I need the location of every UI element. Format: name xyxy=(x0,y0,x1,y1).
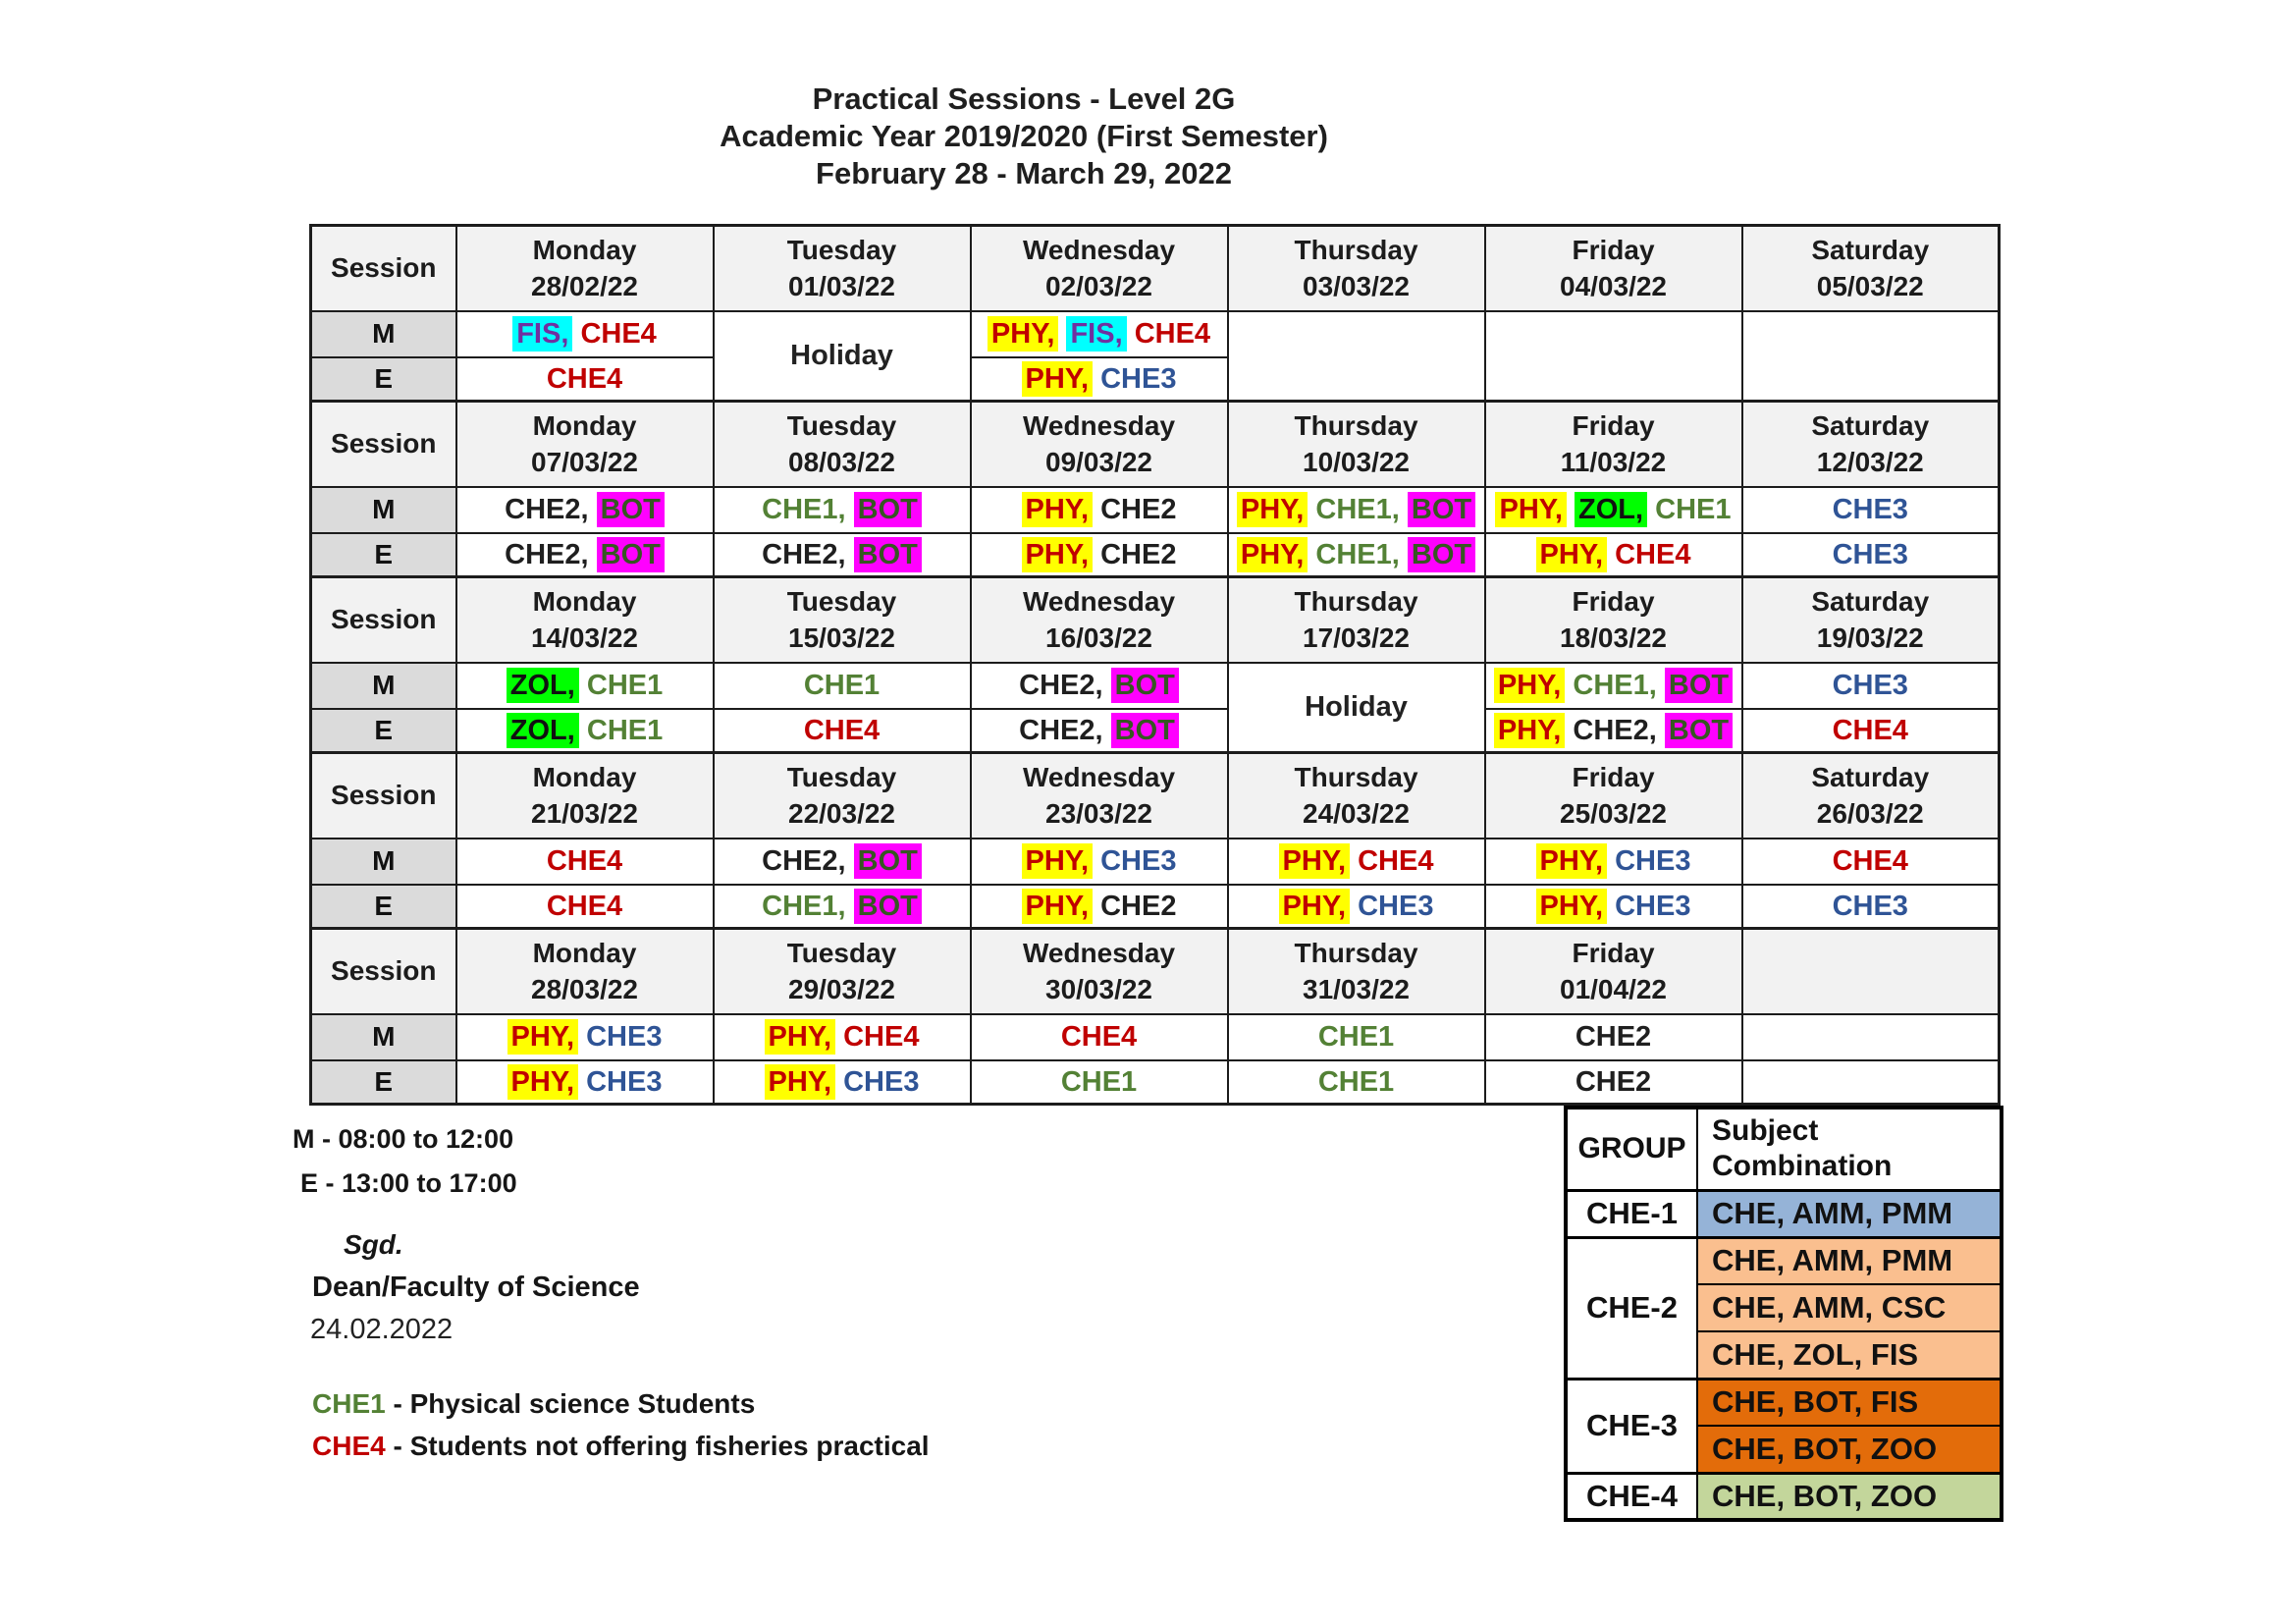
subject-token: Holiday xyxy=(1305,691,1408,724)
day-name: Wednesday xyxy=(1022,586,1176,618)
subject-token: PHY, xyxy=(1237,492,1308,527)
timetable-cell xyxy=(971,1060,1228,1105)
day-date: 16/03/22 xyxy=(1045,623,1152,654)
group-name: CHE-1 xyxy=(1566,1190,1697,1237)
day-header xyxy=(1485,929,1742,1014)
subject-token: CHE1, xyxy=(762,494,846,525)
timetable-cell xyxy=(456,311,714,357)
subject-token: CHE4 xyxy=(580,318,657,350)
day-name: Friday xyxy=(1572,410,1655,442)
timetable-cell xyxy=(1742,663,2000,709)
session-m-label: M xyxy=(311,1014,456,1060)
day-header xyxy=(971,226,1228,311)
evening-row xyxy=(311,709,2000,753)
subject-token: CHE3 xyxy=(1832,494,1908,525)
group-row xyxy=(1566,1190,2002,1237)
subject-token: PHY, xyxy=(1536,843,1607,879)
timetable-cell xyxy=(456,839,714,885)
subject-token: CHE2, xyxy=(1019,714,1103,746)
group-row xyxy=(1566,1473,2002,1520)
subject-token: CHE2 xyxy=(1100,890,1177,922)
subject-token: CHE4 xyxy=(1060,1021,1138,1053)
day-header xyxy=(714,577,971,663)
day-name: Friday xyxy=(1572,586,1655,618)
day-name: Tuesday xyxy=(786,410,897,442)
timetable-cell xyxy=(971,311,1228,357)
morning-row xyxy=(311,311,2000,357)
morning-row xyxy=(311,1014,2000,1060)
day-header xyxy=(971,577,1228,663)
session-m-label: M xyxy=(311,839,456,885)
day-name: Monday xyxy=(532,586,637,618)
day-header xyxy=(1485,402,1742,487)
timetable-cell xyxy=(1742,1014,2000,1060)
day-header xyxy=(1228,753,1485,839)
timetable-cell xyxy=(971,663,1228,709)
subject-token: PHY, xyxy=(988,316,1058,352)
day-name: Wednesday xyxy=(1022,410,1176,442)
timetable-cell xyxy=(714,487,971,533)
subject-token: CHE1 xyxy=(586,714,664,746)
day-header xyxy=(456,402,714,487)
subject-token: PHY, xyxy=(1495,492,1566,527)
subject-combination: CHE, BOT, ZOO xyxy=(1697,1473,2002,1520)
timetable-cell xyxy=(971,839,1228,885)
day-date: 12/03/22 xyxy=(1816,447,1924,478)
combination-header: Subject Combination xyxy=(1697,1108,2002,1190)
timetable-cell xyxy=(714,663,971,709)
timetable-cell xyxy=(971,709,1228,753)
subject-token: BOT xyxy=(1408,492,1475,527)
subject-token: CHE4 xyxy=(1832,845,1908,877)
timetable-cell xyxy=(971,885,1228,929)
timetable-cell xyxy=(1485,709,1742,753)
subject-token: BOT xyxy=(854,492,922,527)
day-date: 10/03/22 xyxy=(1303,447,1410,478)
evening-time-note: E - 13:00 to 17:00 xyxy=(300,1168,517,1198)
day-header xyxy=(1485,226,1742,311)
subject-combination: CHE, ZOL, FIS xyxy=(1697,1331,2002,1379)
subject-token: BOT xyxy=(1665,713,1733,748)
session-e-label: E xyxy=(311,885,456,929)
timetable-cell xyxy=(456,1060,714,1105)
subject-token: CHE3 xyxy=(1832,538,1908,570)
timetable-cell xyxy=(1485,839,1742,885)
day-name: Friday xyxy=(1572,235,1655,266)
day-date: 14/03/22 xyxy=(531,623,638,654)
evening-row xyxy=(311,533,2000,577)
timetable-cell xyxy=(714,709,971,753)
timetable-cell xyxy=(971,357,1228,402)
day-header xyxy=(1742,577,2000,663)
subject-combination: CHE, BOT, ZOO xyxy=(1697,1426,2002,1473)
subject-token: CHE2, xyxy=(1573,714,1657,746)
timetable-cell xyxy=(456,885,714,929)
session-e-label: E xyxy=(311,357,456,402)
group-name: CHE-3 xyxy=(1566,1379,1697,1473)
subject-token: CHE3 xyxy=(586,1021,663,1053)
subject-token: BOT xyxy=(597,492,665,527)
subject-token: FIS, xyxy=(512,316,572,352)
session-header: Session xyxy=(311,929,456,1014)
subject-token: CHE3 xyxy=(1615,890,1691,922)
day-date: 04/03/22 xyxy=(1560,271,1667,302)
subject-token: PHY, xyxy=(1494,668,1565,703)
session-e-label: E xyxy=(311,709,456,753)
day-header xyxy=(714,402,971,487)
subject-token: CHE2 xyxy=(1100,494,1177,525)
day-header xyxy=(1742,402,2000,487)
evening-row xyxy=(311,885,2000,929)
day-date: 07/03/22 xyxy=(531,447,638,478)
timetable-cell xyxy=(1228,533,1485,577)
day-name: Tuesday xyxy=(786,938,897,969)
subject-token: PHY, xyxy=(507,1019,578,1055)
subject-token: BOT xyxy=(1111,668,1179,703)
day-date: 29/03/22 xyxy=(788,974,895,1005)
subject-token: PHY, xyxy=(765,1019,835,1055)
session-m-label: M xyxy=(311,663,456,709)
day-header xyxy=(1742,226,2000,311)
day-date: 05/03/22 xyxy=(1816,271,1924,302)
legend-che1-code: CHE1 xyxy=(312,1388,386,1419)
title-line-2: Academic Year 2019/2020 (First Semester) xyxy=(720,119,1328,153)
legend-che1 xyxy=(312,1388,755,1420)
evening-row xyxy=(311,1060,2000,1105)
subject-token: CHE4 xyxy=(1134,318,1211,350)
day-name: Thursday xyxy=(1294,938,1418,969)
day-header xyxy=(714,753,971,839)
legend-che4-desc: - Students not offering fisheries practical xyxy=(393,1431,930,1461)
subject-token: CHE3 xyxy=(1100,362,1177,395)
session-m-label: M xyxy=(311,311,456,357)
subject-token: Holiday xyxy=(790,340,893,372)
title-line-1: Practical Sessions - Level 2G xyxy=(812,81,1236,116)
day-name: Saturday xyxy=(1811,762,1930,793)
subject-token: CHE4 xyxy=(546,890,623,922)
morning-row xyxy=(311,487,2000,533)
legend-che4 xyxy=(312,1431,930,1462)
subject-token: CHE2, xyxy=(505,494,589,525)
subject-token: CHE2 xyxy=(1100,538,1177,570)
day-name: Tuesday xyxy=(786,762,897,793)
subject-combination: CHE, BOT, FIS xyxy=(1697,1379,2002,1426)
subject-token: CHE2, xyxy=(505,538,589,570)
subject-token: PHY, xyxy=(507,1064,578,1100)
subject-token: CHE1 xyxy=(586,670,664,701)
day-date: 28/03/22 xyxy=(531,974,638,1005)
group-header-row xyxy=(1566,1108,2002,1190)
week-header-row xyxy=(311,753,2000,839)
timetable-cell xyxy=(1485,533,1742,577)
subject-combination: CHE, AMM, CSC xyxy=(1697,1284,2002,1331)
subject-token: CHE1, xyxy=(1573,670,1657,701)
subject-token: BOT xyxy=(597,537,665,572)
day-name: Monday xyxy=(532,938,637,969)
subject-token: CHE1 xyxy=(1655,494,1732,525)
subject-token: PHY, xyxy=(765,1064,835,1100)
timetable-cell xyxy=(1742,311,2000,402)
day-date: 17/03/22 xyxy=(1303,623,1410,654)
subject-token: CHE1 xyxy=(1060,1065,1138,1098)
group-name: CHE-4 xyxy=(1566,1473,1697,1520)
subject-token: CHE4 xyxy=(546,845,623,877)
morning-row xyxy=(311,663,2000,709)
week-header-row xyxy=(311,577,2000,663)
day-header xyxy=(971,402,1228,487)
day-header xyxy=(1485,753,1742,839)
timetable-cell xyxy=(1742,709,2000,753)
week-header-row xyxy=(311,929,2000,1014)
subject-token: CHE4 xyxy=(1358,845,1434,877)
day-date: 08/03/22 xyxy=(788,447,895,478)
timetable-cell xyxy=(1228,1014,1485,1060)
subject-token: BOT xyxy=(1111,713,1179,748)
day-header xyxy=(1485,577,1742,663)
subject-token: CHE2, xyxy=(762,845,846,877)
timetable-cell xyxy=(1228,885,1485,929)
subject-token: CHE4 xyxy=(843,1021,920,1053)
day-header xyxy=(456,577,714,663)
subject-token: PHY, xyxy=(1536,889,1607,924)
subject-token: PHY, xyxy=(1279,843,1350,879)
day-name: Friday xyxy=(1572,762,1655,793)
timetable-cell xyxy=(971,487,1228,533)
subject-token: CHE3 xyxy=(1358,890,1434,922)
timetable-cell xyxy=(1228,311,1485,402)
subject-token: BOT xyxy=(854,843,922,879)
timetable-cell xyxy=(1228,839,1485,885)
day-name: Monday xyxy=(532,410,637,442)
day-name: Monday xyxy=(532,762,637,793)
day-name: Tuesday xyxy=(786,586,897,618)
timetable-cell xyxy=(1742,533,2000,577)
subject-combination: CHE, AMM, PMM xyxy=(1697,1190,2002,1237)
session-e-label: E xyxy=(311,533,456,577)
group-combination-table xyxy=(1564,1106,2003,1522)
timetable-cell xyxy=(456,709,714,753)
day-header xyxy=(714,226,971,311)
subject-token: CHE3 xyxy=(843,1065,920,1098)
subject-token: CHE1 xyxy=(1317,1065,1395,1098)
day-header xyxy=(456,226,714,311)
day-header xyxy=(971,929,1228,1014)
session-e-label: E xyxy=(311,1060,456,1105)
day-date: 11/03/22 xyxy=(1560,447,1667,478)
timetable-cell xyxy=(1228,663,1485,753)
page-title xyxy=(337,81,1711,192)
session-header: Session xyxy=(311,753,456,839)
subject-token: BOT xyxy=(1408,537,1475,572)
day-name: Tuesday xyxy=(786,235,897,266)
subject-combination: CHE, AMM, PMM xyxy=(1697,1237,2002,1284)
practical-sessions-table xyxy=(309,224,2001,1106)
session-m-label: M xyxy=(311,487,456,533)
timetable-cell xyxy=(1742,1060,2000,1105)
group-row xyxy=(1566,1237,2002,1284)
timetable-cell xyxy=(714,311,971,402)
timetable-cell xyxy=(714,533,971,577)
session-header: Session xyxy=(311,577,456,663)
timetable-cell xyxy=(1485,311,1742,402)
timetable-cell xyxy=(1742,885,2000,929)
signature-sgd: Sgd. xyxy=(344,1229,403,1260)
morning-time-note: M - 08:00 to 12:00 xyxy=(293,1124,514,1154)
signature-dean: Dean/Faculty of Science xyxy=(312,1272,640,1303)
subject-token: CHE1 xyxy=(1317,1021,1395,1053)
title-line-3: February 28 - March 29, 2022 xyxy=(816,156,1232,190)
subject-token: CHE1, xyxy=(1315,494,1400,525)
subject-token: BOT xyxy=(854,889,922,924)
subject-token: CHE2 xyxy=(1575,1065,1652,1098)
timetable-cell xyxy=(1485,885,1742,929)
morning-row xyxy=(311,839,2000,885)
day-header xyxy=(971,753,1228,839)
day-header xyxy=(1228,577,1485,663)
day-header xyxy=(456,753,714,839)
day-name: Thursday xyxy=(1294,586,1418,618)
timetable-cell xyxy=(1485,487,1742,533)
day-name: Monday xyxy=(532,235,637,266)
timetable-cell xyxy=(456,357,714,402)
day-date: 24/03/22 xyxy=(1303,798,1410,830)
day-date: 02/03/22 xyxy=(1045,271,1152,302)
subject-token: PHY, xyxy=(1022,361,1093,397)
legend-che1-desc: - Physical science Students xyxy=(393,1388,756,1419)
subject-token: CHE3 xyxy=(586,1065,663,1098)
timetable-cell xyxy=(1485,663,1742,709)
day-name: Wednesday xyxy=(1022,235,1176,266)
day-date: 23/03/22 xyxy=(1045,798,1152,830)
timetable-cell xyxy=(714,1060,971,1105)
timetable-cell xyxy=(456,487,714,533)
subject-token: CHE1, xyxy=(1315,538,1400,570)
subject-token: CHE1, xyxy=(762,890,846,922)
timetable-cell xyxy=(1742,839,2000,885)
timetable-cell xyxy=(714,885,971,929)
subject-token: PHY, xyxy=(1237,537,1308,572)
timetable-cell xyxy=(456,663,714,709)
day-date: 31/03/22 xyxy=(1303,974,1410,1005)
subject-token: PHY, xyxy=(1022,889,1093,924)
timetable-body xyxy=(311,226,2000,1105)
subject-token: CHE2, xyxy=(1019,670,1103,701)
day-name: Thursday xyxy=(1294,410,1418,442)
day-header xyxy=(456,929,714,1014)
group-name: CHE-2 xyxy=(1566,1237,1697,1379)
subject-token: CHE3 xyxy=(1100,845,1177,877)
subject-token: BOT xyxy=(1665,668,1733,703)
group-header: GROUP xyxy=(1566,1108,1697,1190)
subject-token: ZOL, xyxy=(507,668,579,703)
subject-token: PHY, xyxy=(1022,492,1093,527)
day-header xyxy=(714,929,971,1014)
timetable-cell xyxy=(1228,1060,1485,1105)
subject-token: CHE3 xyxy=(1832,890,1908,922)
day-date: 01/04/22 xyxy=(1560,974,1667,1005)
day-name: Wednesday xyxy=(1022,938,1176,969)
day-date: 03/03/22 xyxy=(1303,271,1410,302)
timetable-cell xyxy=(1485,1014,1742,1060)
day-name: Saturday xyxy=(1811,586,1930,618)
subject-token: BOT xyxy=(854,537,922,572)
subject-token: CHE4 xyxy=(1832,714,1908,746)
subject-token: CHE4 xyxy=(546,362,623,395)
day-name: Saturday xyxy=(1811,410,1930,442)
timetable-cell xyxy=(1485,1060,1742,1105)
group-row xyxy=(1566,1379,2002,1426)
day-header xyxy=(1228,402,1485,487)
timetable-cell xyxy=(456,533,714,577)
day-date: 26/03/22 xyxy=(1816,798,1924,830)
day-date: 22/03/22 xyxy=(788,798,895,830)
day-name: Friday xyxy=(1572,938,1655,969)
signature-date: 24.02.2022 xyxy=(310,1314,454,1345)
day-header xyxy=(1742,753,2000,839)
subject-token: ZOL, xyxy=(507,713,579,748)
session-header: Session xyxy=(311,402,456,487)
legend-che4-code: CHE4 xyxy=(312,1431,386,1461)
day-name: Thursday xyxy=(1294,762,1418,793)
subject-token: FIS, xyxy=(1066,316,1126,352)
subject-token: PHY, xyxy=(1494,713,1565,748)
day-date: 30/03/22 xyxy=(1045,974,1152,1005)
subject-token: PHY, xyxy=(1022,843,1093,879)
day-date: 01/03/22 xyxy=(788,271,895,302)
session-header: Session xyxy=(311,226,456,311)
group-table-body xyxy=(1566,1108,2002,1520)
subject-token: CHE1 xyxy=(803,670,881,701)
day-date: 19/03/22 xyxy=(1816,623,1924,654)
subject-token: CHE2, xyxy=(762,538,846,570)
subject-token: CHE3 xyxy=(1832,670,1908,701)
timetable-cell xyxy=(1742,487,2000,533)
subject-token: CHE3 xyxy=(1615,845,1691,877)
week-header-row xyxy=(311,226,2000,311)
day-date: 25/03/22 xyxy=(1560,798,1667,830)
day-date: 15/03/22 xyxy=(788,623,895,654)
subject-token: CHE4 xyxy=(1615,538,1691,570)
timetable-cell xyxy=(1228,487,1485,533)
day-header xyxy=(1742,929,2000,1014)
day-header xyxy=(1228,226,1485,311)
subject-token: PHY, xyxy=(1279,889,1350,924)
timetable-cell xyxy=(971,1014,1228,1060)
day-name: Saturday xyxy=(1811,235,1930,266)
day-date: 18/03/22 xyxy=(1560,623,1667,654)
day-name: Wednesday xyxy=(1022,762,1176,793)
timetable-cell xyxy=(971,533,1228,577)
day-header xyxy=(1228,929,1485,1014)
subject-token: PHY, xyxy=(1022,537,1093,572)
subject-token: CHE2 xyxy=(1575,1021,1652,1053)
day-date: 09/03/22 xyxy=(1045,447,1152,478)
subject-token: PHY, xyxy=(1536,537,1607,572)
timetable-cell xyxy=(456,1014,714,1060)
subject-token: ZOL, xyxy=(1575,492,1647,527)
day-date: 28/02/22 xyxy=(531,271,638,302)
week-header-row xyxy=(311,402,2000,487)
day-name: Thursday xyxy=(1294,235,1418,266)
timetable-cell xyxy=(714,839,971,885)
timetable-cell xyxy=(714,1014,971,1060)
day-date: 21/03/22 xyxy=(531,798,638,830)
subject-token: CHE4 xyxy=(803,714,881,746)
